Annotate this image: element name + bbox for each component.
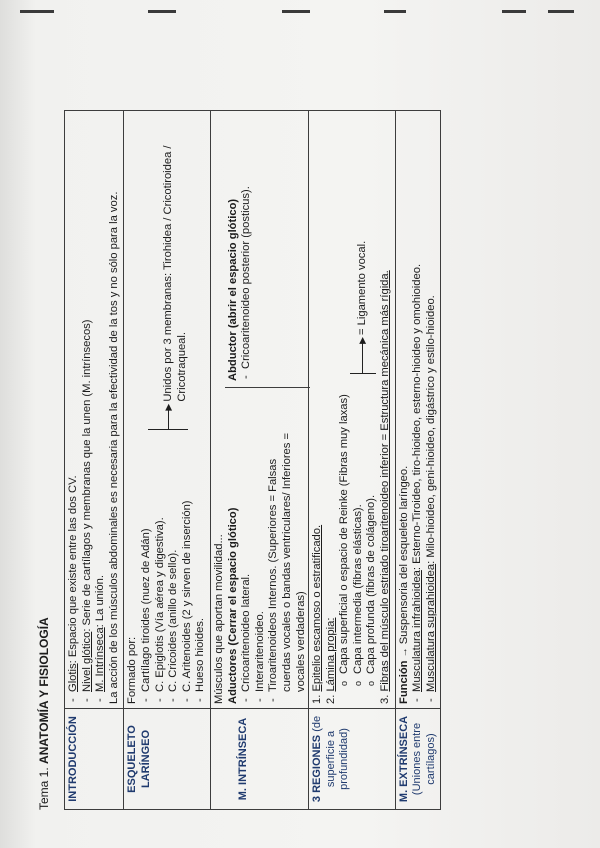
category-cell <box>309 709 396 810</box>
category-cell <box>65 709 124 810</box>
item-text: Epitelio escamoso o estratificado. <box>311 524 324 692</box>
header-title: ANATOMÍA Y FISIOLOGÍA <box>37 617 51 764</box>
content-cell <box>309 111 396 709</box>
list-item: - C. Aritenoides (2 y sirven de inserción) <box>181 430 195 692</box>
abductor-list <box>240 111 254 381</box>
definition: : Milo-hioideo, geni-hioideo, digástrico y estilo-hioideo. <box>424 295 437 564</box>
term: M. Intrínseca <box>94 627 107 692</box>
arrow-icon <box>168 410 169 429</box>
item-number: 2. <box>324 694 337 704</box>
top-edge-mark <box>548 10 574 13</box>
function-text: Suspensoria del esqueleto laríngeo. <box>397 465 410 648</box>
content-cell <box>65 111 124 709</box>
list-item: - Cricoaritenoideo posterior (posticus). <box>240 111 254 369</box>
function-label: Función <box>397 660 410 704</box>
term: Musculatura suprahioidea <box>424 563 437 692</box>
region-item <box>311 115 325 704</box>
category-cell <box>210 709 308 810</box>
arrow-icon <box>362 343 363 373</box>
category-sublabel: (Uniones entre cartílagos) <box>411 722 437 796</box>
list-item: o Capa profunda (fibras de colágeno). <box>365 374 379 674</box>
list-item <box>411 115 425 692</box>
abductor-title: Abductor (abrir el espacio glótico) <box>226 198 239 381</box>
adductor-list <box>240 388 308 704</box>
membrane-group <box>140 115 208 430</box>
definition: : Espacio que existe entre las dos CV. <box>67 475 79 664</box>
ligament-group <box>338 241 379 374</box>
top-edge-mark <box>282 10 310 13</box>
item-text: Fibras del músculo estriado tiroaritenoideo inferior = Estructura mecánica más rígida. <box>379 270 392 692</box>
notes-table <box>64 110 441 810</box>
list-item: - Interaritenoideo. <box>254 388 268 692</box>
table-row-extrinsic <box>395 111 441 810</box>
list-item <box>67 115 81 692</box>
top-edge-mark <box>384 10 406 13</box>
term: Nivel glótico <box>80 631 93 692</box>
layer-list <box>338 374 379 704</box>
region-item <box>379 115 393 704</box>
definition: : Esterno-Tiroideo, tiro-hioideo, esterno-hioideo y omohioideo. <box>411 263 424 571</box>
list-item: - Cricoaritenoideo lateral. <box>240 388 254 692</box>
top-edge-mark <box>502 10 526 13</box>
category-label: M. INTRÍNSECA <box>236 717 249 801</box>
category-cell <box>395 709 441 810</box>
table-row-intro <box>65 111 124 810</box>
function-line <box>398 115 412 704</box>
top-edge-mark <box>20 10 54 13</box>
term: Glotis <box>67 663 79 692</box>
formed-by-label: Formado por: <box>126 636 139 704</box>
list-item: - C. Cricoides (anillo de sello). <box>167 430 181 692</box>
intro-note: La acción de los músculos abdominales es necesaria para la efectividad de la tos y no sólo para la voz. <box>107 191 120 704</box>
list-item: - Tiroaritenoideos Internos. (Superiores = Falsas cuerdas vocales o bandas ventriculares/ Inferiores = vocales verdaderas) <box>267 432 308 692</box>
list-item: o Capa superficial o espacio de Reinke (Fibras muy laxas) <box>338 374 352 674</box>
ligament-note: = Ligamento vocal. <box>356 240 369 335</box>
list-item: - Cartílago tiroides (nuez de Adán) <box>140 430 154 692</box>
region-item <box>325 115 339 704</box>
muscle-columns <box>227 111 309 704</box>
arrow-right-icon: → <box>398 647 410 658</box>
header-topic: Tema 1. <box>37 763 51 810</box>
skeleton-row <box>140 115 208 704</box>
category-sublabel: (de superficie a profundidad) <box>311 715 351 790</box>
abductor-column <box>225 111 311 388</box>
list-item <box>94 115 108 692</box>
table-row-regions <box>309 111 396 810</box>
item-number: 3. <box>379 694 392 704</box>
category-label: INTRODUCCIÓN <box>67 716 79 802</box>
top-edge-mark <box>148 10 176 13</box>
content-cell <box>210 111 308 709</box>
intrinsic-intro: Músculos que aportan movilidad... <box>212 534 225 704</box>
item-number: 1. <box>311 694 324 704</box>
list-item <box>425 115 439 692</box>
layer-group <box>338 115 379 704</box>
table-row-skeleton <box>124 111 211 810</box>
adductor-column <box>227 388 309 704</box>
item-text: Lámina propia: <box>324 617 337 692</box>
page-header <box>38 70 58 810</box>
category-label: M. EXTRÍNSECA <box>397 715 410 803</box>
definition: : Serie de cartílagos y membranas que la unen (M. intrínsecos) <box>80 319 93 632</box>
adductor-title: Aductores (Cerrar el espacio glótico) <box>226 507 239 704</box>
term: Musculatura infrahioidea <box>411 570 424 692</box>
table-row-intrinsic <box>210 111 308 810</box>
definition: : La unión. <box>94 575 107 628</box>
category-cell <box>124 709 211 810</box>
list-item: - Hueso hioides. <box>194 430 208 692</box>
content-cell <box>124 111 211 709</box>
extrinsic-list <box>411 115 438 704</box>
list-item <box>81 115 95 692</box>
category-label: 3 REGIONES <box>311 734 324 803</box>
cartilage-list <box>140 430 208 704</box>
membrane-note: Unidos por 3 membranas: Tirohidea / Cricotiroidea / Cricotraqueal. <box>161 145 188 402</box>
rotated-document <box>38 70 558 810</box>
content-cell <box>395 111 441 709</box>
definition-list <box>67 115 108 704</box>
list-item: o Capa intermedia (fibras elásticas). <box>352 374 366 674</box>
list-item: - C. Epiglotis (Vía aérea y digestiva). <box>154 430 168 692</box>
category-label: ESQUELETO LARÍNGEO <box>126 725 152 793</box>
